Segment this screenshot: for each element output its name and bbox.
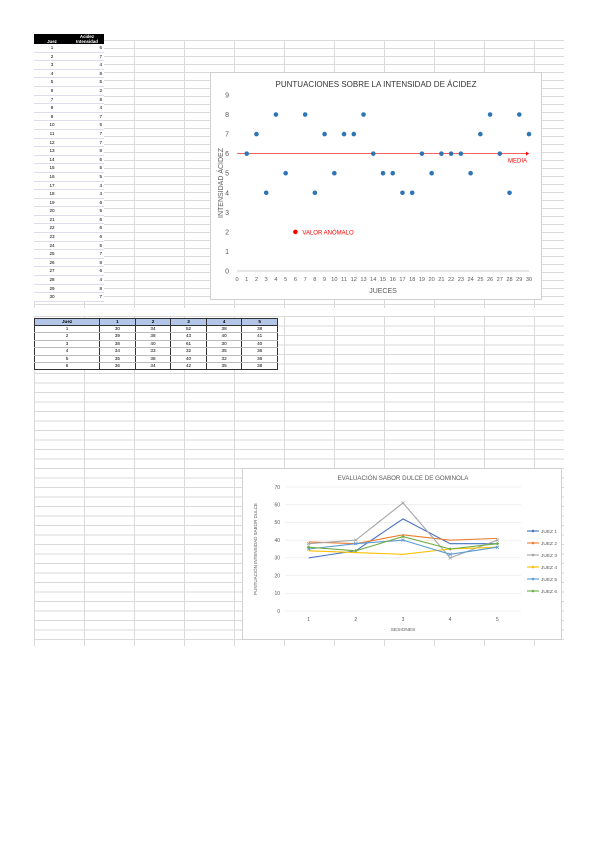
cell-intensity: 7 [70, 293, 104, 302]
cell-juez: 9 [34, 112, 70, 121]
sweet-table-header-0: Juez [35, 319, 100, 326]
cell-juez: 19 [34, 198, 70, 207]
sweet-table-header-5: 5 [242, 319, 278, 326]
data-point [410, 190, 415, 195]
x-tick-label: 2 [254, 277, 259, 283]
legend-marker [532, 566, 535, 569]
cell-juez: 16 [34, 172, 70, 181]
x-tick-label: 7 [303, 277, 307, 283]
cell-juez: 1 [35, 326, 100, 333]
cell-intensity: 7 [70, 138, 104, 147]
cell-juez: 13 [34, 147, 70, 156]
cell-intensity: 6 [70, 233, 104, 242]
table-row [34, 284, 104, 293]
table-row [34, 224, 104, 233]
data-point [283, 171, 288, 176]
cell-score: 32 [171, 348, 207, 355]
legend-marker [532, 590, 535, 593]
table-row [34, 147, 104, 156]
cell-juez: 3 [34, 61, 70, 70]
cell-juez: 2 [34, 52, 70, 61]
x-tick-label: 14 [370, 277, 377, 283]
cell-juez: 30 [34, 293, 70, 302]
cell-intensity: 7 [70, 129, 104, 138]
cell-score: 39 [100, 333, 136, 340]
y-tick-label: 7 [225, 131, 229, 139]
cell-juez: 26 [34, 258, 70, 267]
x-tick-label: 30 [525, 277, 533, 283]
data-point [371, 151, 376, 156]
sweet-table-header-1: 1 [100, 319, 136, 326]
x-tick-label: 20 [428, 277, 435, 283]
x-tick-label: 8 [313, 277, 317, 283]
chart-title: PUNTUACIONES SOBRE LA INTENSIDAD DE ÁCIDEZ [275, 80, 477, 89]
cell-juez: 22 [34, 224, 70, 233]
data-point [459, 151, 464, 156]
cell-juez: 17 [34, 181, 70, 190]
cell-intensity: 8 [70, 258, 104, 267]
x-tick-label: 2 [354, 617, 358, 623]
y-tick-label: 30 [274, 555, 280, 562]
x-tick-label: 12 [350, 277, 357, 283]
legend-label: JUEZ 2 [541, 541, 557, 547]
sweetness-line-svg [243, 469, 561, 639]
table-row [35, 340, 278, 347]
mean-label: MEDIA [507, 158, 527, 165]
cell-score: 41 [242, 333, 278, 340]
y-tick-label: 5 [225, 170, 229, 178]
x-tick-label: 22 [448, 277, 455, 283]
cell-score: 43 [171, 333, 207, 340]
cell-intensity: 6 [70, 215, 104, 224]
cell-score: 35 [100, 355, 136, 362]
table-row [34, 121, 104, 130]
data-point [322, 132, 327, 137]
cell-score: 38 [242, 363, 278, 370]
table-row [34, 233, 104, 242]
data-point [429, 171, 434, 176]
x-tick-label: 11 [341, 277, 347, 283]
data-point [313, 190, 318, 195]
x-tick-label: 23 [457, 277, 464, 283]
y-tick-label: 0 [225, 268, 229, 276]
table-row [35, 348, 278, 355]
cell-score: 30 [100, 326, 136, 333]
y-tick-label: 10 [274, 591, 280, 598]
y-tick-label: 8 [225, 112, 229, 120]
legend-label: JUEZ 5 [541, 577, 557, 583]
cell-intensity: 2 [70, 86, 104, 95]
table-row [34, 276, 104, 285]
table-row [34, 44, 104, 52]
cell-juez: 3 [35, 340, 100, 347]
data-point [498, 151, 503, 156]
x-tick-label: 15 [379, 277, 387, 283]
y-tick-label: 3 [225, 209, 229, 217]
data-point [517, 112, 522, 117]
cell-intensity: 6 [70, 267, 104, 276]
data-point [400, 190, 405, 195]
cell-juez: 5 [35, 355, 100, 362]
x-tick-label: 25 [477, 277, 484, 283]
cell-intensity: 8 [70, 284, 104, 293]
table-row [34, 207, 104, 216]
legend-marker [532, 554, 535, 557]
x-tick-label: 9 [323, 277, 327, 283]
y-tick-label: 1 [225, 248, 229, 256]
acid-table-header-juez: Juez [34, 34, 70, 44]
y-tick-label: 70 [274, 484, 280, 491]
data-point [244, 151, 249, 156]
cell-juez: 24 [34, 241, 70, 250]
cell-score: 61 [171, 340, 207, 347]
sweet-table-header-2: 2 [135, 319, 171, 326]
x-tick-label: 17 [399, 277, 406, 283]
cell-juez: 12 [34, 138, 70, 147]
series-marker [402, 501, 405, 504]
cell-intensity: 5 [70, 78, 104, 87]
cell-intensity: 5 [70, 241, 104, 250]
cell-intensity: 6 [70, 198, 104, 207]
data-point [254, 132, 259, 137]
cell-score: 40 [206, 333, 242, 340]
cell-intensity: 5 [70, 207, 104, 216]
x-axis-label: SESIONES [390, 628, 416, 633]
x-tick-label: 24 [467, 277, 474, 283]
cell-juez: 14 [34, 155, 70, 164]
chart-title: EVALUACIÓN SABOR DULCE DE GOMINOLA [337, 475, 469, 482]
cell-score: 36 [242, 348, 278, 355]
cell-juez: 8 [34, 104, 70, 113]
table-row [34, 86, 104, 95]
table-row [34, 112, 104, 121]
cell-intensity: 7 [70, 52, 104, 61]
acid-table-header-intensity: Acidez Intensidad [70, 34, 104, 44]
legend-label: JUEZ 4 [541, 565, 557, 571]
cell-intensity: 5 [70, 164, 104, 173]
y-tick-label: 50 [274, 520, 280, 527]
cell-score: 34 [135, 363, 171, 370]
x-tick-label: 19 [418, 277, 426, 283]
cell-juez: 25 [34, 250, 70, 259]
data-point [449, 151, 454, 156]
outlier-label: VALOR ANÓMALO [302, 230, 354, 237]
cell-intensity: 6 [70, 44, 104, 52]
cell-intensity: 8 [70, 147, 104, 156]
cell-juez: 6 [35, 363, 100, 370]
table-row [35, 333, 278, 340]
mean-line-arrow [526, 152, 529, 156]
x-tick-label: 13 [360, 277, 367, 283]
table-row [34, 78, 104, 87]
table-row [35, 363, 278, 370]
sweet-table-header-3: 3 [171, 319, 207, 326]
data-point [342, 132, 347, 137]
cell-juez: 29 [34, 284, 70, 293]
legend-label: JUEZ 6 [541, 589, 557, 595]
table-row [34, 198, 104, 207]
x-tick-label: 4 [448, 617, 452, 623]
data-point [264, 190, 269, 195]
x-tick-label: 10 [331, 277, 338, 283]
cell-score: 42 [171, 363, 207, 370]
table-row [34, 215, 104, 224]
x-tick-label: 6 [293, 277, 297, 283]
cell-juez: 23 [34, 233, 70, 242]
x-tick-label: 28 [506, 277, 513, 283]
cell-score: 38 [100, 340, 136, 347]
sweetness-table [34, 318, 278, 370]
cell-score: 40 [171, 355, 207, 362]
legend-marker [532, 542, 535, 545]
data-point [332, 171, 337, 176]
x-tick-label: 5 [496, 617, 499, 623]
x-tick-label: 3 [264, 277, 268, 283]
cell-intensity: 7 [70, 112, 104, 121]
cell-score: 34 [135, 326, 171, 333]
cell-score: 38 [206, 326, 242, 333]
table-row [34, 104, 104, 113]
cell-juez: 15 [34, 164, 70, 173]
y-tick-label: 20 [274, 573, 280, 580]
cell-score: 35 [206, 363, 242, 370]
cell-score: 32 [206, 355, 242, 362]
data-point [420, 151, 425, 156]
data-point [303, 112, 308, 117]
cell-score: 40 [242, 340, 278, 347]
cell-intensity: 4 [70, 61, 104, 70]
cell-intensity: 4 [70, 181, 104, 190]
table-row [35, 355, 278, 362]
cell-intensity: 4 [70, 104, 104, 113]
legend-label: JUEZ 1 [541, 529, 557, 535]
cell-score: 52 [171, 326, 207, 333]
cell-score: 30 [206, 340, 242, 347]
cell-score: 35 [206, 348, 242, 355]
cell-score: 33 [135, 348, 171, 355]
data-point [507, 190, 512, 195]
acidity-scatter-svg [211, 73, 541, 299]
table-row [34, 69, 104, 78]
cell-intensity: 8 [70, 69, 104, 78]
table-row [34, 138, 104, 147]
x-tick-label: 16 [389, 277, 396, 283]
data-point [468, 171, 473, 176]
table-row [34, 129, 104, 138]
y-tick-label: 40 [274, 537, 280, 544]
x-tick-label: 1 [245, 277, 249, 283]
acidity-table [34, 34, 104, 302]
data-point [439, 151, 444, 156]
y-tick-label: 4 [225, 190, 229, 198]
cell-juez: 5 [34, 78, 70, 87]
cell-intensity: 7 [70, 250, 104, 259]
x-tick-label: 29 [516, 277, 523, 283]
cell-intensity: 8 [70, 95, 104, 104]
outlier-point [293, 230, 298, 235]
x-tick-label: 27 [496, 277, 503, 283]
y-tick-label: 6 [225, 151, 229, 159]
cell-intensity: 6 [70, 224, 104, 233]
cell-juez: 27 [34, 267, 70, 276]
table-row [34, 164, 104, 173]
cell-juez: 4 [35, 348, 100, 355]
cell-juez: 10 [34, 121, 70, 130]
cell-juez: 21 [34, 215, 70, 224]
table-row [34, 250, 104, 259]
cell-score: 38 [242, 326, 278, 333]
data-point [381, 171, 386, 176]
cell-juez: 7 [34, 95, 70, 104]
y-tick-label: 60 [274, 502, 280, 509]
data-point [274, 112, 279, 117]
legend-label: JUEZ 3 [541, 553, 557, 559]
y-tick-label: 9 [225, 92, 229, 100]
sweet-table-header-4: 4 [206, 319, 242, 326]
table-row [34, 52, 104, 61]
table-row [34, 61, 104, 70]
x-tick-label: 4 [274, 277, 278, 283]
x-tick-label: 26 [486, 277, 494, 283]
data-point [390, 171, 395, 176]
cell-score: 40 [135, 340, 171, 347]
cell-intensity: 4 [70, 276, 104, 285]
legend-marker [532, 578, 535, 581]
x-axis-label: JUECES [369, 288, 397, 295]
table-row [34, 155, 104, 164]
data-point [352, 132, 357, 137]
cell-score: 34 [100, 348, 136, 355]
cell-juez: 2 [35, 333, 100, 340]
y-tick-label: 0 [277, 608, 280, 615]
table-row [34, 190, 104, 199]
series-marker [448, 547, 452, 551]
cell-intensity: 5 [70, 172, 104, 181]
cell-juez: 20 [34, 207, 70, 216]
cell-juez: 1 [34, 44, 70, 52]
table-row [34, 95, 104, 104]
cell-intensity: 4 [70, 190, 104, 199]
x-tick-label: 5 [284, 277, 288, 283]
table-row [34, 181, 104, 190]
table-row [34, 241, 104, 250]
y-axis-label: INTENSIDAD ÁCIDEZ [218, 147, 225, 219]
table-row [34, 172, 104, 181]
cell-juez: 4 [34, 69, 70, 78]
cell-score: 36 [242, 355, 278, 362]
table-row [34, 267, 104, 276]
table-row [35, 326, 278, 333]
sweetness-line-chart[interactable] [242, 468, 562, 640]
cell-juez: 6 [34, 86, 70, 95]
table-row [34, 293, 104, 302]
data-point [527, 132, 532, 137]
cell-score: 36 [100, 363, 136, 370]
y-tick-label: 2 [225, 229, 229, 237]
series-marker [496, 542, 500, 546]
data-point [361, 112, 366, 117]
acidity-scatter-chart[interactable] [210, 72, 542, 300]
x-tick-label: 21 [438, 277, 445, 283]
data-point [478, 132, 483, 137]
data-point [488, 112, 493, 117]
cell-score: 38 [135, 333, 171, 340]
cell-juez: 28 [34, 276, 70, 285]
cell-intensity: 6 [70, 155, 104, 164]
legend-marker [532, 530, 535, 533]
table-row [34, 258, 104, 267]
cell-score: 38 [135, 355, 171, 362]
x-tick-label: 3 [401, 617, 405, 623]
y-axis-label: PUNTUACIÓN INTENSIDAD SABOR DULCE [253, 503, 258, 595]
x-tick-label: 1 [307, 617, 310, 623]
x-tick-label: 18 [409, 277, 416, 283]
cell-intensity: 5 [70, 121, 104, 130]
x-tick-label: 0 [235, 277, 239, 283]
cell-juez: 18 [34, 190, 70, 199]
cell-juez: 11 [34, 129, 70, 138]
